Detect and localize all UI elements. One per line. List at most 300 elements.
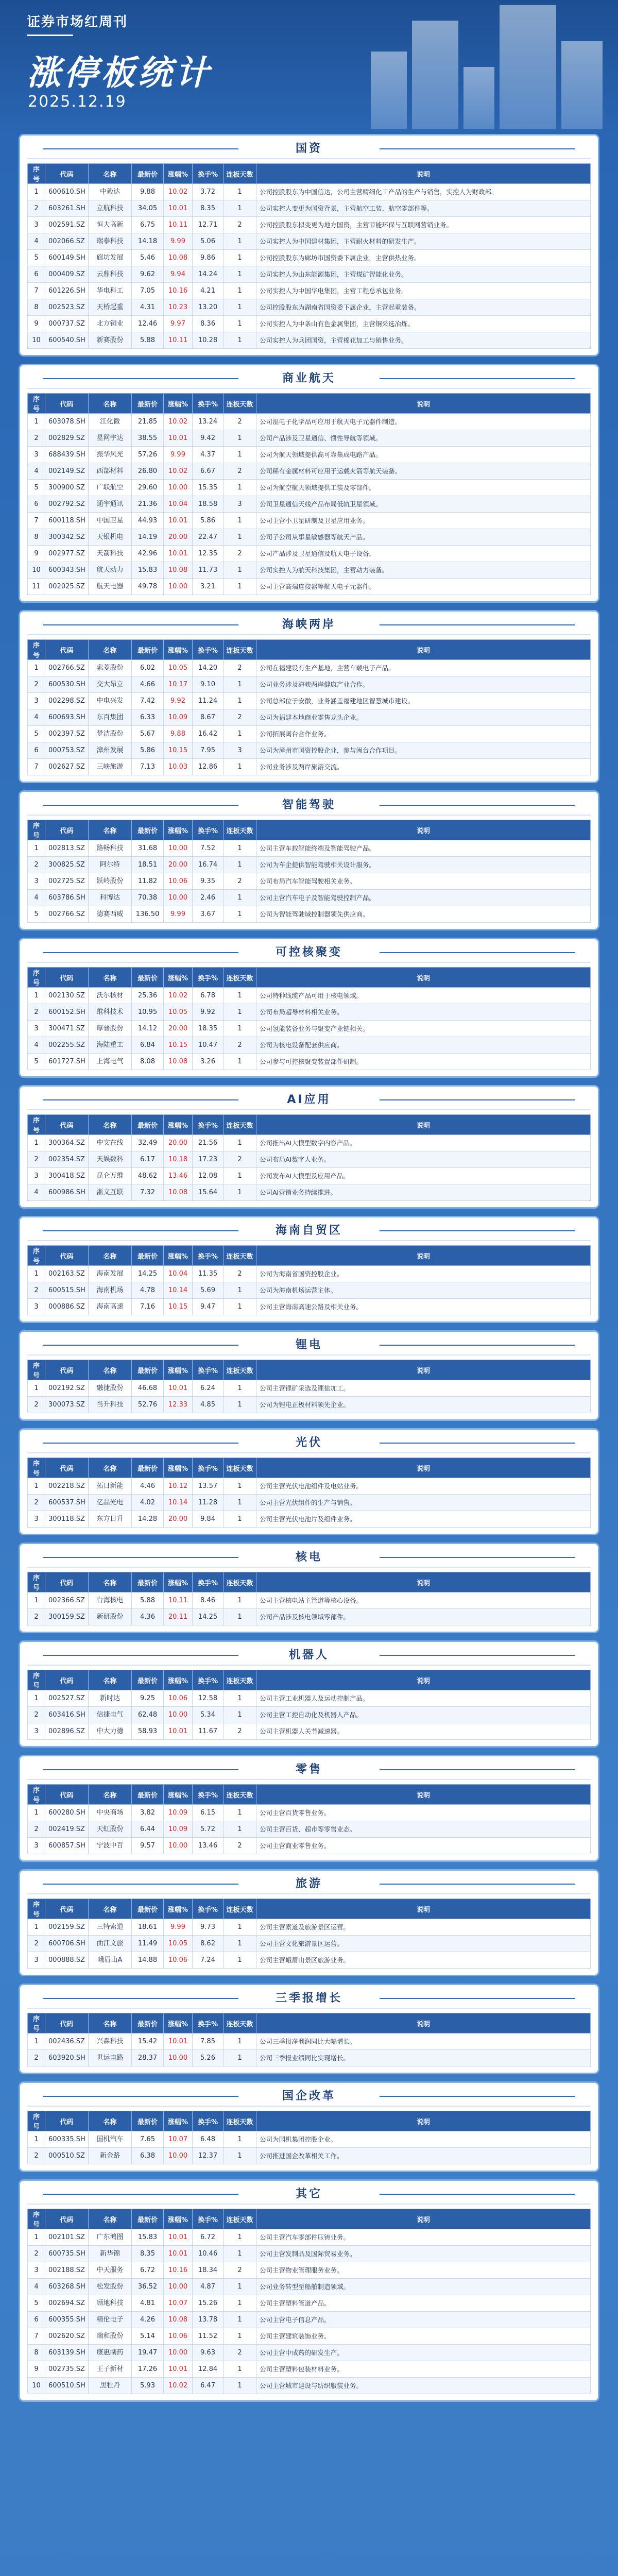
column-header-code: 代码 — [45, 164, 89, 184]
cell-name[interactable]: 梦洁股份 — [89, 726, 132, 742]
cell-code[interactable]: 300900.SZ — [45, 480, 89, 496]
cell-name[interactable]: 东方日升 — [89, 1511, 132, 1528]
cell-name[interactable]: 东百集团 — [89, 709, 132, 726]
cell-name[interactable]: 兴森科技 — [89, 2033, 132, 2050]
table-row[interactable] — [28, 742, 591, 759]
cell-code[interactable]: 002101.SZ — [45, 2229, 89, 2246]
cell-index: 8 — [28, 529, 45, 546]
cell-code[interactable]: 600706.SH — [45, 1936, 89, 1952]
cell-name[interactable]: 天银机电 — [89, 529, 132, 546]
cell-turnover: 13.57 — [193, 1478, 224, 1495]
table-row[interactable] — [28, 873, 591, 890]
cell-name[interactable]: 世运电路 — [89, 2050, 132, 2066]
cell-code[interactable]: 300159.SZ — [45, 1609, 89, 1625]
section-11 — [19, 1755, 599, 1862]
cell-turnover: 9.35 — [193, 873, 224, 890]
table-row[interactable] — [28, 1380, 591, 1397]
cell-code[interactable]: 002725.SZ — [45, 873, 89, 890]
table-row[interactable] — [28, 1037, 591, 1054]
section-header — [27, 1091, 591, 1110]
cell-name[interactable]: 路畅科技 — [89, 840, 132, 857]
cell-name[interactable]: 康惠制药 — [89, 2345, 132, 2361]
cell-name[interactable]: 维科技术 — [89, 1004, 132, 1021]
cell-name[interactable]: 阿尔特 — [89, 857, 132, 873]
cell-name[interactable]: 航天动力 — [89, 562, 132, 579]
table-row[interactable] — [28, 529, 591, 546]
table-row[interactable] — [28, 2279, 591, 2295]
cell-name[interactable]: 新时达 — [89, 1690, 132, 1707]
cell-code[interactable]: 688439.SH — [45, 447, 89, 463]
cell-price: 4.26 — [132, 2312, 164, 2328]
table-row[interactable] — [28, 496, 591, 513]
table-row[interactable] — [28, 660, 591, 676]
cell-name[interactable]: 跃岭股份 — [89, 873, 132, 890]
cell-turnover: 9.86 — [193, 250, 224, 266]
cell-name[interactable]: 西部材料 — [89, 463, 132, 480]
table-row[interactable] — [28, 2295, 591, 2312]
table-row[interactable] — [28, 316, 591, 332]
cell-code[interactable]: 002188.SZ — [45, 2262, 89, 2279]
table-row[interactable] — [28, 2262, 591, 2279]
cell-name[interactable]: 亿晶光电 — [89, 1495, 132, 1511]
cell-code[interactable]: 600355.SH — [45, 2312, 89, 2328]
section-title: 国资 — [295, 142, 322, 155]
cell-name[interactable]: 天桥起重 — [89, 299, 132, 316]
cell-name[interactable]: 信捷电气 — [89, 1707, 132, 1723]
table-row[interactable] — [28, 988, 591, 1004]
column-header-turnover: 换手% — [193, 1246, 224, 1266]
cell-streak: 1 — [224, 1805, 256, 1821]
cell-name[interactable]: 振华风光 — [89, 447, 132, 463]
cell-price: 18.61 — [132, 1919, 164, 1936]
table-row[interactable] — [28, 759, 591, 775]
cell-index: 1 — [28, 1805, 45, 1821]
cell-code[interactable]: 601226.SH — [45, 283, 89, 299]
cell-code[interactable]: 600986.SH — [45, 1184, 89, 1201]
cell-turnover: 6.15 — [193, 1805, 224, 1821]
table-row[interactable] — [28, 1054, 591, 1070]
cell-name[interactable]: 交大昂立 — [89, 676, 132, 693]
table-row[interactable] — [28, 2229, 591, 2246]
table-row[interactable] — [28, 2050, 591, 2066]
cell-desc: 公司主营文化旅游景区运营。 — [256, 1936, 591, 1952]
cell-code[interactable]: 002735.SZ — [45, 2361, 89, 2378]
column-header-index: 序号 — [28, 1785, 45, 1805]
table-row[interactable] — [28, 217, 591, 233]
cell-streak: 1 — [224, 2033, 256, 2050]
column-header-turnover: 换手% — [193, 1670, 224, 1690]
cell-name[interactable]: 三峡旅游 — [89, 759, 132, 775]
table-row[interactable] — [28, 233, 591, 250]
cell-name[interactable]: 浙文互联 — [89, 1184, 132, 1201]
cell-code[interactable]: 000888.SZ — [45, 1952, 89, 1969]
table-row[interactable] — [28, 1821, 591, 1838]
cell-code[interactable]: 600280.SH — [45, 1805, 89, 1821]
cell-code[interactable]: 600735.SH — [45, 2246, 89, 2262]
column-header-streak: 连板天数 — [224, 968, 256, 988]
cell-code[interactable]: 000409.SZ — [45, 266, 89, 283]
table-row[interactable] — [28, 2345, 591, 2361]
cell-code[interactable]: 002366.SZ — [45, 1592, 89, 1609]
table-row[interactable] — [28, 2033, 591, 2050]
table-header-row — [28, 2013, 591, 2033]
cell-name[interactable]: 松发股份 — [89, 2279, 132, 2295]
cell-code[interactable]: 601727.SH — [45, 1054, 89, 1070]
cell-code[interactable]: 002620.SZ — [45, 2328, 89, 2345]
cell-code[interactable]: 603786.SH — [45, 890, 89, 906]
cell-change: 10.17 — [164, 676, 193, 693]
cell-index: 1 — [28, 660, 45, 676]
cell-turnover: 6.78 — [193, 988, 224, 1004]
cell-name[interactable]: 拓日新能 — [89, 1478, 132, 1495]
cell-name[interactable]: 德赛西威 — [89, 906, 132, 923]
cell-code[interactable]: 002159.SZ — [45, 1919, 89, 1936]
cell-turnover: 4.87 — [193, 2279, 224, 2295]
cell-code[interactable]: 002523.SZ — [45, 299, 89, 316]
table-row[interactable] — [28, 1495, 591, 1511]
cell-turnover: 22.47 — [193, 529, 224, 546]
table-row[interactable] — [28, 1266, 591, 1282]
table-row[interactable] — [28, 1151, 591, 1168]
cell-change: 10.00 — [164, 2050, 193, 2066]
cell-code[interactable]: 300342.SZ — [45, 529, 89, 546]
cell-streak: 1 — [224, 1936, 256, 1952]
section-header — [27, 1989, 591, 2009]
cell-name[interactable]: 新金路 — [89, 2148, 132, 2164]
cell-desc: 公司子公司从事星敏感器等航天产品。 — [256, 529, 591, 546]
table-row[interactable] — [28, 1919, 591, 1936]
cell-streak: 2 — [224, 2262, 256, 2279]
cell-code[interactable]: 002527.SZ — [45, 1690, 89, 1707]
cell-name[interactable]: 海陆重工 — [89, 1037, 132, 1054]
cell-name[interactable]: 国机汽车 — [89, 2131, 132, 2148]
cell-code[interactable]: 300118.SZ — [45, 1511, 89, 1528]
table-row[interactable] — [28, 676, 591, 693]
cell-code[interactable]: 002163.SZ — [45, 1266, 89, 1282]
cell-code[interactable]: 002829.SZ — [45, 430, 89, 447]
cell-name[interactable]: 北方铜业 — [89, 316, 132, 332]
cell-name[interactable]: 上海电气 — [89, 1054, 132, 1070]
cell-name[interactable]: 顾地科技 — [89, 2295, 132, 2312]
table-row[interactable] — [28, 447, 591, 463]
table-row[interactable] — [28, 200, 591, 217]
cell-name[interactable]: 航天电器 — [89, 579, 132, 595]
cell-code[interactable]: 600530.SH — [45, 676, 89, 693]
cell-name[interactable]: 中天服务 — [89, 2262, 132, 2279]
cell-change: 10.18 — [164, 1151, 193, 1168]
cell-price: 6.72 — [132, 2262, 164, 2279]
column-header-change: 涨幅% — [164, 640, 193, 660]
cell-code[interactable]: 600515.SH — [45, 1282, 89, 1299]
limit-up-table — [27, 1784, 591, 1854]
table-row[interactable] — [28, 2148, 591, 2164]
cell-code[interactable]: 002436.SZ — [45, 2033, 89, 2050]
cell-name[interactable]: 黑牡丹 — [89, 2378, 132, 2394]
cell-price: 5.67 — [132, 726, 164, 742]
cell-name[interactable]: 台海核电 — [89, 1592, 132, 1609]
cell-code[interactable]: 002255.SZ — [45, 1037, 89, 1054]
column-header-index: 序号 — [28, 1572, 45, 1592]
cell-change: 10.00 — [164, 579, 193, 595]
cell-code[interactable]: 603139.SH — [45, 2345, 89, 2361]
cell-code[interactable]: 600149.SH — [45, 250, 89, 266]
cell-code[interactable]: 002694.SZ — [45, 2295, 89, 2312]
cell-name[interactable]: 沃尔核材 — [89, 988, 132, 1004]
cell-change: 10.14 — [164, 1282, 193, 1299]
cell-code[interactable]: 000753.SZ — [45, 742, 89, 759]
table-row[interactable] — [28, 250, 591, 266]
cell-code[interactable]: 002896.SZ — [45, 1723, 89, 1740]
section-title: 国企改革 — [282, 2090, 336, 2103]
table-row[interactable] — [28, 1004, 591, 1021]
cell-code[interactable]: 002354.SZ — [45, 1151, 89, 1168]
column-header-desc: 说明 — [256, 820, 591, 840]
cell-name[interactable]: 广东鸿图 — [89, 2229, 132, 2246]
table-row[interactable] — [28, 2131, 591, 2148]
cell-name[interactable]: 新研股份 — [89, 1609, 132, 1625]
column-header-streak: 连板天数 — [224, 1670, 256, 1690]
cell-code[interactable]: 300364.SZ — [45, 1135, 89, 1151]
cell-code[interactable]: 000886.SZ — [45, 1299, 89, 1315]
cell-name[interactable]: 云鼎科技 — [89, 266, 132, 283]
table-row[interactable] — [28, 513, 591, 529]
cell-desc: 公司主营城市建设与纺织服装业务。 — [256, 2378, 591, 2394]
cell-streak: 1 — [224, 1380, 256, 1397]
cell-name[interactable]: 当升科技 — [89, 1397, 132, 1413]
cell-name[interactable]: 索菱股份 — [89, 660, 132, 676]
cell-name[interactable]: 海南发展 — [89, 1266, 132, 1282]
table-row[interactable] — [28, 430, 591, 447]
cell-code[interactable]: 603268.SH — [45, 2279, 89, 2295]
cell-name[interactable]: 星网宇达 — [89, 430, 132, 447]
limit-up-table — [27, 1572, 591, 1625]
table-row[interactable] — [28, 693, 591, 709]
cell-code[interactable]: 600693.SH — [45, 709, 89, 726]
cell-code[interactable]: 600335.SH — [45, 2131, 89, 2148]
cell-name[interactable]: 新华锦 — [89, 2246, 132, 2262]
cell-name[interactable]: 新赛股份 — [89, 332, 132, 349]
table-row[interactable] — [28, 709, 591, 726]
cell-code[interactable]: 002977.SZ — [45, 546, 89, 562]
cell-name[interactable]: 中大力德 — [89, 1723, 132, 1740]
cell-name[interactable]: 立航科技 — [89, 200, 132, 217]
cell-code[interactable]: 000510.SZ — [45, 2148, 89, 2164]
cell-turnover: 5.86 — [193, 513, 224, 529]
table-row[interactable] — [28, 1184, 591, 1201]
cell-code[interactable]: 600610.SH — [45, 184, 89, 200]
cell-turnover: 16.74 — [193, 857, 224, 873]
table-row[interactable] — [28, 2378, 591, 2394]
cell-streak: 2 — [224, 1723, 256, 1740]
cell-name[interactable]: 瑞泰科技 — [89, 233, 132, 250]
cell-code[interactable]: 300418.SZ — [45, 1168, 89, 1184]
cell-code[interactable]: 002591.SZ — [45, 217, 89, 233]
cell-code[interactable]: 603920.SH — [45, 2050, 89, 2066]
cell-change: 10.08 — [164, 1184, 193, 1201]
cell-streak: 1 — [224, 890, 256, 906]
cell-streak: 1 — [224, 693, 256, 709]
table-row[interactable] — [28, 890, 591, 906]
cell-code[interactable]: 002218.SZ — [45, 1478, 89, 1495]
cell-code[interactable]: 002766.SZ — [45, 660, 89, 676]
cell-name[interactable]: 海南高速 — [89, 1299, 132, 1315]
cell-name[interactable]: 厚普股份 — [89, 1021, 132, 1037]
cell-code[interactable]: 002813.SZ — [45, 840, 89, 857]
column-header-streak: 连板天数 — [224, 640, 256, 660]
cell-name[interactable]: 科博达 — [89, 890, 132, 906]
cell-code[interactable]: 600343.SH — [45, 562, 89, 579]
cell-desc: 公司为智能驾驶域控制器领先供应商。 — [256, 906, 591, 923]
table-row[interactable] — [28, 1478, 591, 1495]
cell-code[interactable]: 000737.SZ — [45, 316, 89, 332]
cell-code[interactable]: 600152.SH — [45, 1004, 89, 1021]
cell-code[interactable]: 002766.SZ — [45, 906, 89, 923]
table-row[interactable] — [28, 184, 591, 200]
cell-code[interactable]: 600540.SH — [45, 332, 89, 349]
cell-name[interactable]: 恒大高新 — [89, 217, 132, 233]
table-row[interactable] — [28, 579, 591, 595]
cell-code[interactable]: 002298.SZ — [45, 693, 89, 709]
cell-name[interactable]: 融捷股份 — [89, 1380, 132, 1397]
cell-code[interactable]: 600857.SH — [45, 1838, 89, 1854]
cell-code[interactable]: 600510.SH — [45, 2378, 89, 2394]
cell-name[interactable]: 天娱数科 — [89, 1151, 132, 1168]
table-row[interactable] — [28, 546, 591, 562]
cell-name[interactable]: 中文在线 — [89, 1135, 132, 1151]
cell-code[interactable]: 002627.SZ — [45, 759, 89, 775]
table-row[interactable] — [28, 283, 591, 299]
cell-code[interactable]: 002025.SZ — [45, 579, 89, 595]
table-row[interactable] — [28, 1135, 591, 1151]
cell-name[interactable]: 漳州发展 — [89, 742, 132, 759]
cell-name[interactable]: 通宇通讯 — [89, 496, 132, 513]
cell-turnover: 14.24 — [193, 266, 224, 283]
table-row[interactable] — [28, 1936, 591, 1952]
cell-desc: 公司三季报业绩同比实现增长。 — [256, 2050, 591, 2066]
table-row[interactable] — [28, 332, 591, 349]
cell-name[interactable]: 王子新材 — [89, 2361, 132, 2378]
column-header-turnover: 换手% — [193, 968, 224, 988]
cell-name[interactable]: 廊坊发展 — [89, 250, 132, 266]
cell-code[interactable]: 603416.SH — [45, 1707, 89, 1723]
table-row[interactable] — [28, 1805, 591, 1821]
cell-code[interactable]: 300825.SZ — [45, 857, 89, 873]
cell-change: 10.00 — [164, 1838, 193, 1854]
cell-desc: 公司卫星通信天线产品布局低轨卫星领域。 — [256, 496, 591, 513]
section-14 — [19, 2081, 599, 2172]
cell-code[interactable]: 300073.SZ — [45, 1397, 89, 1413]
cell-name[interactable]: 中毅达 — [89, 184, 132, 200]
cell-code[interactable]: 002792.SZ — [45, 496, 89, 513]
cell-code[interactable]: 002192.SZ — [45, 1380, 89, 1397]
table-row[interactable] — [28, 299, 591, 316]
cell-desc: 公司主营工业机器人及运动控制产品。 — [256, 1690, 591, 1707]
cell-code[interactable]: 600537.SH — [45, 1495, 89, 1511]
table-row[interactable] — [28, 1609, 591, 1625]
cell-turnover: 11.73 — [193, 562, 224, 579]
cell-code[interactable]: 600118.SH — [45, 513, 89, 529]
table-row[interactable] — [28, 2246, 591, 2262]
table-row[interactable] — [28, 1690, 591, 1707]
cell-name[interactable]: 瑞和股份 — [89, 2328, 132, 2345]
cell-name[interactable]: 曲江文旅 — [89, 1936, 132, 1952]
cell-code[interactable]: 002149.SZ — [45, 463, 89, 480]
cell-code[interactable]: 002419.SZ — [45, 1821, 89, 1838]
table-row[interactable] — [28, 480, 591, 496]
cell-code[interactable]: 603078.SH — [45, 414, 89, 430]
table-row[interactable] — [28, 1592, 591, 1609]
cell-desc: 公司主营小卫星研制及卫星应用业务。 — [256, 513, 591, 529]
table-row[interactable] — [28, 1723, 591, 1740]
table-row[interactable] — [28, 1838, 591, 1854]
table-row[interactable] — [28, 1397, 591, 1413]
column-header-turnover: 换手% — [193, 1360, 224, 1380]
limit-up-table — [27, 1670, 591, 1740]
table-row[interactable] — [28, 726, 591, 742]
column-header-name: 名称 — [89, 1785, 132, 1805]
cell-index: 6 — [28, 742, 45, 759]
cell-code[interactable]: 603261.SH — [45, 200, 89, 217]
cell-index: 3 — [28, 1723, 45, 1740]
cell-name[interactable]: 中电兴发 — [89, 693, 132, 709]
table-row[interactable] — [28, 1021, 591, 1037]
table-row[interactable] — [28, 857, 591, 873]
cell-name[interactable]: 三特索道 — [89, 1919, 132, 1936]
table-row[interactable] — [28, 840, 591, 857]
cell-name[interactable]: 广联航空 — [89, 480, 132, 496]
column-header-change: 涨幅% — [164, 164, 193, 184]
cell-name[interactable]: 中国卫星 — [89, 513, 132, 529]
table-row[interactable] — [28, 1299, 591, 1315]
cell-name[interactable]: 中央商场 — [89, 1805, 132, 1821]
table-row[interactable] — [28, 463, 591, 480]
table-row[interactable] — [28, 266, 591, 283]
cell-code[interactable]: 002130.SZ — [45, 988, 89, 1004]
cell-name[interactable]: 宁波中百 — [89, 1838, 132, 1854]
table-row[interactable] — [28, 414, 591, 430]
table-row[interactable] — [28, 906, 591, 923]
table-row[interactable] — [28, 1168, 591, 1184]
table-row[interactable] — [28, 2361, 591, 2378]
cell-name[interactable]: 天箭科技 — [89, 546, 132, 562]
cell-price: 14.19 — [132, 529, 164, 546]
table-row[interactable] — [28, 1511, 591, 1528]
cell-name[interactable]: 华电科工 — [89, 283, 132, 299]
column-header-code: 代码 — [45, 1785, 89, 1805]
table-row[interactable] — [28, 2312, 591, 2328]
cell-desc: 公司湿电子化学品可应用于航天电子元器件制造。 — [256, 414, 591, 430]
cell-code[interactable]: 002066.SZ — [45, 233, 89, 250]
table-row[interactable] — [28, 1282, 591, 1299]
cell-name[interactable]: 天虹股份 — [89, 1821, 132, 1838]
cell-name[interactable]: 峨眉山A — [89, 1952, 132, 1969]
cell-code[interactable]: 300471.SZ — [45, 1021, 89, 1037]
cell-name[interactable]: 江化微 — [89, 414, 132, 430]
cell-turnover: 15.64 — [193, 1184, 224, 1201]
table-row[interactable] — [28, 1707, 591, 1723]
cell-price: 28.37 — [132, 2050, 164, 2066]
table-row[interactable] — [28, 2328, 591, 2345]
table-row[interactable] — [28, 1952, 591, 1969]
column-header-name: 名称 — [89, 1458, 132, 1478]
cell-name[interactable]: 昆仑万维 — [89, 1168, 132, 1184]
cell-name[interactable]: 精伦电子 — [89, 2312, 132, 2328]
table-row[interactable] — [28, 562, 591, 579]
cell-name[interactable]: 海南机场 — [89, 1282, 132, 1299]
cell-streak: 1 — [224, 759, 256, 775]
cell-price: 38.55 — [132, 430, 164, 447]
cell-code[interactable]: 002397.SZ — [45, 726, 89, 742]
